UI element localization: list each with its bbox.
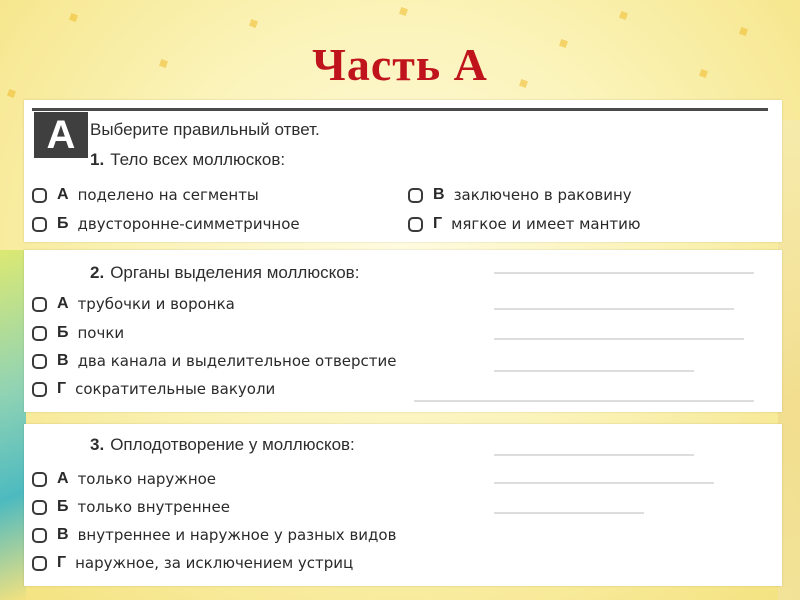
option-q2-d[interactable] (32, 378, 275, 400)
option-letter: Г (57, 554, 67, 571)
option-q3-a[interactable] (32, 468, 216, 490)
section-badge: A (34, 112, 88, 158)
checkbox[interactable] (32, 382, 47, 397)
question-3-title (90, 435, 355, 455)
faint-text-line (414, 400, 754, 402)
faint-text-line (494, 482, 714, 484)
option-text: мягкое и имеет мантию (451, 215, 641, 233)
question-text: Оплодотворение у моллюсков: (110, 435, 355, 454)
option-q1-c[interactable] (408, 184, 632, 206)
option-q1-a[interactable] (32, 184, 259, 206)
option-letter: А (57, 295, 69, 312)
question-number: 2. (90, 263, 105, 282)
option-letter: А (57, 186, 69, 203)
option-text: поделено на сегменты (77, 186, 259, 204)
question-panel-3 (24, 424, 782, 586)
checkbox[interactable] (408, 188, 423, 203)
option-text: трубочки и воронка (77, 295, 235, 313)
question-1-title (90, 150, 285, 170)
faint-text-line (494, 272, 754, 274)
option-letter: В (433, 186, 445, 203)
confetti-decoration (399, 7, 408, 16)
option-text: только внутреннее (77, 498, 230, 516)
option-letter: В (57, 526, 69, 543)
option-q2-c[interactable] (32, 350, 397, 372)
checkbox[interactable] (32, 500, 47, 515)
option-letter: А (57, 470, 69, 487)
checkbox[interactable] (32, 556, 47, 571)
faint-text-line (494, 308, 734, 310)
confetti-decoration (619, 11, 628, 20)
question-number: 3. (90, 435, 105, 454)
confetti-decoration (249, 19, 258, 28)
checkbox[interactable] (32, 326, 47, 341)
option-text: внутреннее и наружное у разных видов (77, 526, 397, 544)
instruction-text: Выберите правильный ответ. (90, 120, 320, 139)
option-q1-d[interactable] (408, 213, 641, 235)
option-text: наружное, за исключением устриц (75, 554, 354, 572)
section-rule (32, 108, 768, 111)
option-letter: Г (433, 215, 443, 232)
option-q3-c[interactable] (32, 524, 396, 546)
page-title: Часть А (312, 39, 488, 90)
question-text: Тело всех моллюсков: (110, 150, 286, 169)
option-text: почки (77, 324, 125, 342)
checkbox[interactable] (32, 188, 47, 203)
option-q3-b[interactable] (32, 496, 230, 518)
option-q3-d[interactable] (32, 552, 353, 574)
faint-text-line (494, 338, 744, 340)
checkbox[interactable] (32, 297, 47, 312)
decorative-leaf-strip (0, 250, 26, 600)
checkbox[interactable] (32, 472, 47, 487)
option-text: только наружное (77, 470, 217, 488)
option-q2-a[interactable] (32, 293, 235, 315)
question-number: 1. (90, 150, 105, 169)
confetti-decoration (69, 13, 78, 22)
option-q2-b[interactable] (32, 322, 124, 344)
faint-text-line (494, 370, 694, 372)
checkbox[interactable] (408, 217, 423, 232)
option-text: заключено в раковину (453, 186, 632, 204)
question-text: Органы выделения моллюсков: (110, 263, 360, 282)
checkbox[interactable] (32, 354, 47, 369)
question-2-title (90, 263, 359, 283)
option-letter: Б (57, 324, 69, 341)
option-text: два канала и выделительное отверстие (77, 352, 397, 370)
faint-text-line (494, 454, 694, 456)
question-panel-2 (24, 250, 782, 412)
confetti-decoration (739, 27, 748, 36)
question-panel-1 (24, 100, 782, 242)
option-letter: Б (57, 498, 69, 515)
option-q1-b[interactable] (32, 213, 300, 235)
checkbox[interactable] (32, 528, 47, 543)
checkbox[interactable] (32, 217, 47, 232)
option-letter: Г (57, 380, 67, 397)
option-letter: В (57, 352, 69, 369)
option-text: двусторонне-симметричное (77, 215, 300, 233)
faint-text-line (494, 512, 644, 514)
option-letter: Б (57, 215, 69, 232)
option-text: сократительные вакуоли (75, 380, 276, 398)
